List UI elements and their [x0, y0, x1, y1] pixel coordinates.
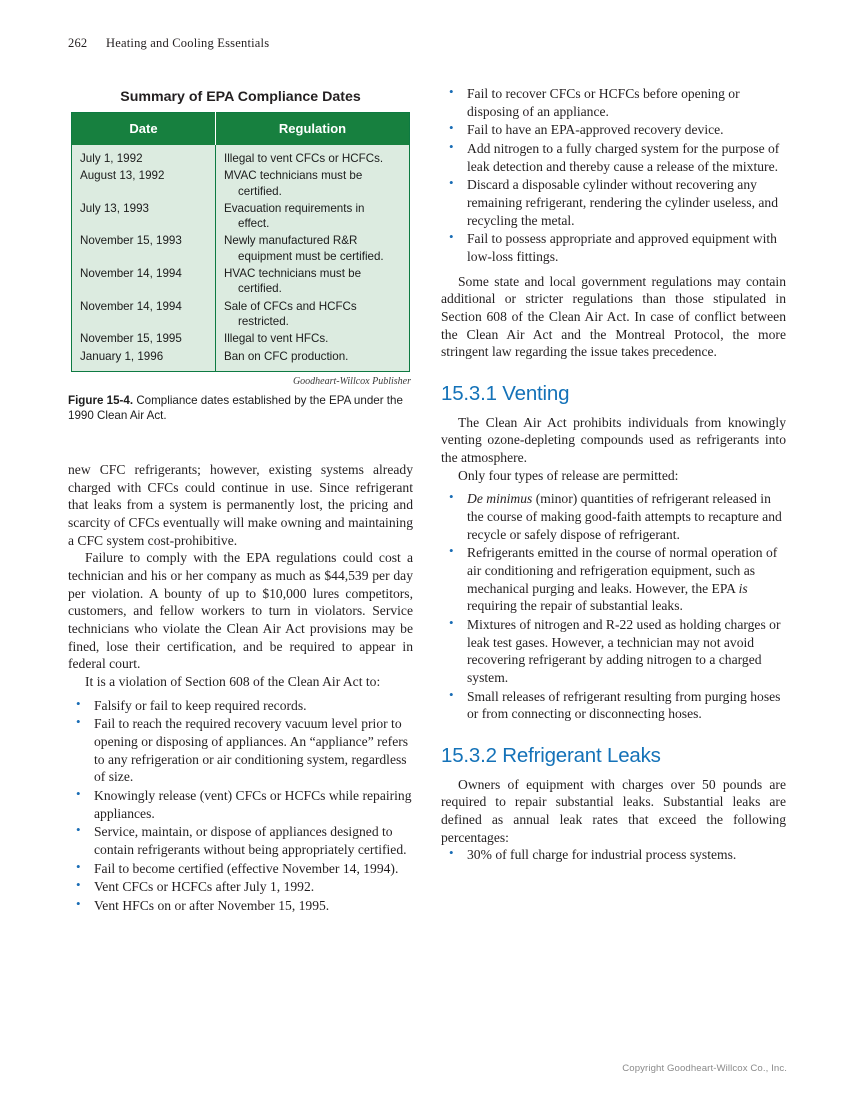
list-item: • Vent HFCs on or after November 15, 1995. — [68, 897, 413, 915]
cell-regulation-line1: HVAC technicians must be — [224, 267, 362, 281]
running-head — [68, 36, 787, 51]
table-body — [72, 145, 410, 371]
list-item: • Discard a disposable cylinder without recovering any remaining refrigerant, rendering the cylinder useless, and recycling the metal. — [441, 176, 786, 229]
cell-regulation-line2: certified. — [238, 184, 282, 198]
cell-date: July 1, 1992 — [72, 145, 216, 167]
paragraph-cfc-continued: new CFC refrigerants; however, existing systems already charged with CFCs could continue in use. Since refrigerant that leaks from a system is permanently lost, the pricing and scarcity of CFCs eventually will make owning and maintaining a CFC system cost-prohibitive. — [68, 461, 413, 548]
list-item-text: (minor) quantities of refrigerant released in the course of making good-faith attempts to recapture and recycle or safely dispose of refrigerant. — [467, 491, 782, 542]
list-item: • Small releases of refrigerant resulting from purging hoses or from connecting or disconnecting hoses. — [441, 688, 786, 723]
cell-regulation — [216, 167, 410, 200]
epa-compliance-table — [71, 112, 410, 372]
book-title: Heating and Cooling Essentials — [106, 36, 270, 50]
heading-15-3-1-venting: 15.3.1 Venting — [441, 382, 570, 406]
heading-15-3-2-refrigerant-leaks: 15.3.2 Refrigerant Leaks — [441, 744, 661, 768]
figure-caption-text: Compliance dates established by the EPA under the 1990 Clean Air Act. — [68, 393, 403, 422]
cell-regulation — [216, 200, 410, 233]
right-column — [441, 85, 786, 865]
left-column — [68, 85, 413, 916]
list-item: • Fail to possess appropriate and approved equipment with low-loss fittings. — [441, 230, 786, 265]
cell-regulation — [216, 298, 410, 331]
table-title: Summary of EPA Compliance Dates — [120, 89, 361, 105]
paragraph-substantial-leaks: Owners of equipment with charges over 50 pounds are required to repair substantial leaks. Substantial leaks are defined as annual leak rates that exceed the following percentages: — [441, 776, 786, 845]
list-item: • Mixtures of nitrogen and R-22 used as holding charges or leak test gases. However, a technician may not avoid recovering refrigerant by adding nitrogen to a charged system. — [441, 616, 786, 687]
table-row — [72, 232, 410, 265]
list-item: • Add nitrogen to a fully charged system for the purpose of leak detection and thereby cause a release of the mixture. — [441, 140, 786, 175]
paragraph-failure-to-comply: Failure to comply with the EPA regulations could cost a technician and his or her company as much as $44,539 per day per violation. A bounty of up to $10,000 lures competitors, customers, and fellow workers to turn in violators. Service technicians who violate the Clean Air Act provisions may be fined, lose their certification, and be required to appear in federal court. — [68, 550, 413, 672]
table-row — [72, 200, 410, 233]
figure-caption — [68, 393, 413, 423]
cell-regulation-line1: Evacuation requirements in — [224, 201, 365, 215]
list-item — [441, 544, 786, 615]
page-number: 262 — [68, 36, 88, 50]
list-item: • 30% of full charge for industrial process systems. — [441, 846, 786, 864]
italic-word-is: is — [738, 580, 748, 596]
cell-regulation-line1: Ban on CFC production. — [224, 349, 349, 363]
figure-bottom-spacer — [68, 423, 413, 461]
cell-date: August 13, 1992 — [72, 167, 216, 200]
cell-date: November 15, 1993 — [72, 232, 216, 265]
table-row — [72, 145, 410, 167]
list-item: • Vent CFCs or HCFCs after July 1, 1992. — [68, 878, 413, 896]
cell-regulation-line1: Sale of CFCs and HCFCs — [224, 299, 357, 313]
list-item: • Fail to have an EPA-approved recovery device. — [441, 121, 786, 139]
cell-date: November 14, 1994 — [72, 298, 216, 331]
table-header-row — [72, 113, 410, 146]
list-item: • Fail to recover CFCs or HCFCs before opening or disposing of an appliance. — [441, 85, 786, 120]
paragraph-venting-prohibits: The Clean Air Act prohibits individuals from knowingly venting ozone-depleting compounds used as refrigerants into the atmosphere. — [441, 414, 786, 465]
paragraph-section-608-intro: It is a violation of Section 608 of the Clean Air Act to: — [85, 674, 381, 690]
list-item: • Fail to become certified (effective November 14, 1994). — [68, 860, 413, 878]
cell-regulation-line1: Illegal to vent CFCs or HCFCs. — [224, 152, 384, 165]
footer-copyright: Copyright Goodheart-Willcox Co., Inc. — [622, 1063, 787, 1074]
list-item-text-tail: requiring the repair of substantial leaks. — [467, 598, 683, 614]
list-item — [441, 490, 786, 543]
cell-date: January 1, 1996 — [72, 348, 216, 372]
column-header-date: Date — [72, 113, 216, 146]
cell-regulation-line2: restricted. — [238, 314, 289, 328]
table-row — [72, 265, 410, 298]
cell-regulation — [216, 145, 410, 167]
cell-regulation-line1: Illegal to vent HFCs. — [224, 332, 329, 346]
violations-list — [68, 697, 413, 915]
figure-credit: Goodheart-Willcox Publisher — [292, 375, 411, 387]
paragraph-state-local-regulations: Some state and local government regulations may contain additional or stricter regulations than those stipulated in Section 608 of the Clean Air Act. In case of conflict between the Clean Air Act and the Montreal Protocol, the more stringent law regarding the issue takes precedence. — [441, 273, 786, 360]
cell-regulation-line2: effect. — [238, 217, 270, 231]
cell-regulation-line1: MVAC technicians must be — [224, 169, 363, 183]
list-item: • Fail to reach the required recovery vacuum level prior to opening or disposing of appliances. An “appliance” refers to any refrigeration or air conditioning system, regardless of size. — [68, 715, 413, 786]
list-item: • Knowingly release (vent) CFCs or HCFCs while repairing appliances. — [68, 787, 413, 822]
cell-regulation — [216, 232, 410, 265]
figure-caption-label: Figure 15-4. — [68, 393, 134, 407]
table-row — [72, 167, 410, 200]
column-header-regulation: Regulation — [216, 113, 410, 146]
cell-date: November 15, 1995 — [72, 330, 216, 347]
violations-continued-list — [441, 85, 786, 266]
list-item: • Service, maintain, or dispose of appliances designed to contain refrigerants without being appropriately certified. — [68, 823, 413, 858]
table-row — [72, 348, 410, 372]
cell-regulation — [216, 330, 410, 347]
cell-date: November 14, 1994 — [72, 265, 216, 298]
two-column-layout — [68, 85, 787, 916]
table-row — [72, 298, 410, 331]
table-row — [72, 330, 410, 347]
list-item: • Falsify or fail to keep required records. — [68, 697, 413, 715]
cell-regulation — [216, 265, 410, 298]
list-item-text: Refrigerants emitted in the course of normal operation of air conditioning and refrigeration equipment, such as mechanical purging and leaks. However, the EPA — [467, 545, 778, 596]
cell-regulation-line1: Newly manufactured R&R — [224, 234, 358, 248]
italic-term-de-minimus: De minimus — [467, 491, 533, 507]
leak-rates-list — [441, 846, 786, 864]
cell-date: July 13, 1993 — [72, 200, 216, 233]
cell-regulation — [216, 348, 410, 372]
cell-regulation-line2: equipment must be certified. — [238, 249, 384, 263]
release-types-list — [441, 490, 786, 723]
paragraph-four-types-release: Only four types of release are permitted: — [458, 467, 679, 483]
cell-regulation-line2: certified. — [238, 282, 282, 296]
table-head — [72, 113, 410, 146]
